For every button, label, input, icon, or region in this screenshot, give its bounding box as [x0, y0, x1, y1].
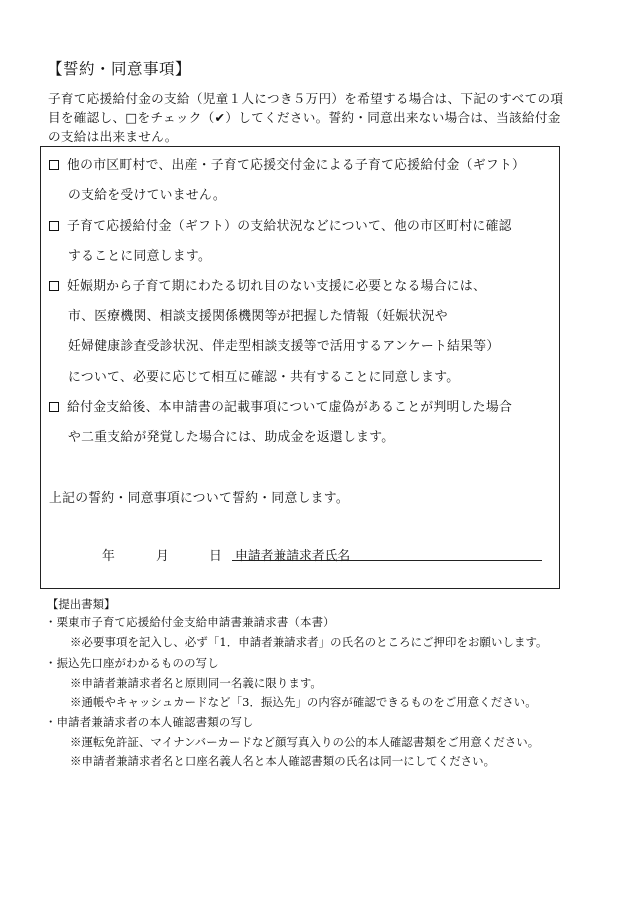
consent-checkbox-2[interactable] [49, 221, 59, 231]
month-label: 月 [156, 549, 169, 564]
consent-item-2 [49, 215, 512, 234]
document-item: ・振込先口座がわかるものの写し [45, 656, 219, 670]
day-label: 日 [209, 549, 222, 564]
year-label: 年 [102, 549, 115, 564]
consent-text: 他の市区町村で、出産・子育て応援交付金による子育て応援給付金（ギフト） [67, 158, 526, 173]
document-note: ※必要事項を記入し、必ず「1．申請者兼請求者」の氏名のところにご押印をお願いします。 [70, 635, 548, 649]
intro-line: 目を確認し、□をチェック（✔）してください。誓約・同意出来ない場合は、当該給付金 [48, 110, 561, 125]
intro-line: の支給は出来ません。 [48, 129, 178, 144]
section-title: 【誓約・同意事項】 [47, 60, 192, 78]
intro-paragraph [48, 89, 596, 146]
consent-text-continued: 妊婦健康診査受診状況、伴走型相談支援等で活用するアンケート結果等） [68, 339, 500, 354]
signature-field[interactable] [232, 560, 542, 561]
document-note: ※運転免許証、マイナンバーカードなど顔写真入りの公的本人確認書類をご用意ください。 [70, 735, 540, 749]
consent-text-continued: 市、医療機関、相談支援関係機関等が把握した情報（妊娠状況や [68, 309, 448, 324]
document-item: ・栗東市子育て応援給付金支給申請書兼請求書（本書） [45, 615, 335, 629]
consent-text-continued: の支給を受けていません。 [68, 188, 226, 203]
agreement-statement: 上記の誓約・同意事項について誓約・同意します。 [49, 491, 349, 506]
consent-checkbox-3[interactable] [49, 281, 59, 291]
consent-text-continued: や二重支給が発覚した場合には、助成金を返還します。 [68, 430, 395, 445]
document-note: ※申請者兼請求者名と口座名義人名と本人確認書類の氏名は同一にしてください。 [70, 754, 496, 768]
consent-text: 子育て応援給付金（ギフト）の支給状況などについて、他の市区町村に確認 [67, 219, 512, 234]
consent-checkbox-4[interactable] [49, 402, 59, 412]
document-note: ※通帳やキャッシュカードなど「3．振込先」の内容が確認できるものをご用意ください。 [70, 695, 537, 709]
consent-text: 給付金支給後、本申請書の記載事項について虚偽があることが判明した場合 [67, 400, 513, 415]
consent-item-3 [49, 275, 486, 294]
document-note: ※申請者兼請求者名と原則同一名義に限ります。 [70, 676, 322, 690]
consent-text-continued: することに同意します。 [68, 249, 212, 264]
consent-item-4 [49, 396, 512, 415]
consent-text-continued: について、必要に応じて相互に確認・共有することに同意します。 [68, 370, 460, 385]
consent-text: 妊娠期から子育て期にわたる切れ目のない支援に必要となる場合には、 [67, 279, 487, 294]
document-item: ・申請者兼請求者の本人確認書類の写し [45, 715, 254, 729]
intro-line: 子育て応援給付金の支給（児童１人につき５万円）を希望する場合は、下記のすべての項 [48, 91, 564, 106]
applicant-name-label: 申請者兼請求者氏名 [235, 549, 351, 564]
consent-checkbox-1[interactable] [49, 160, 59, 170]
consent-item-1 [49, 154, 525, 173]
required-documents-title: 【提出書類】 [47, 597, 116, 611]
